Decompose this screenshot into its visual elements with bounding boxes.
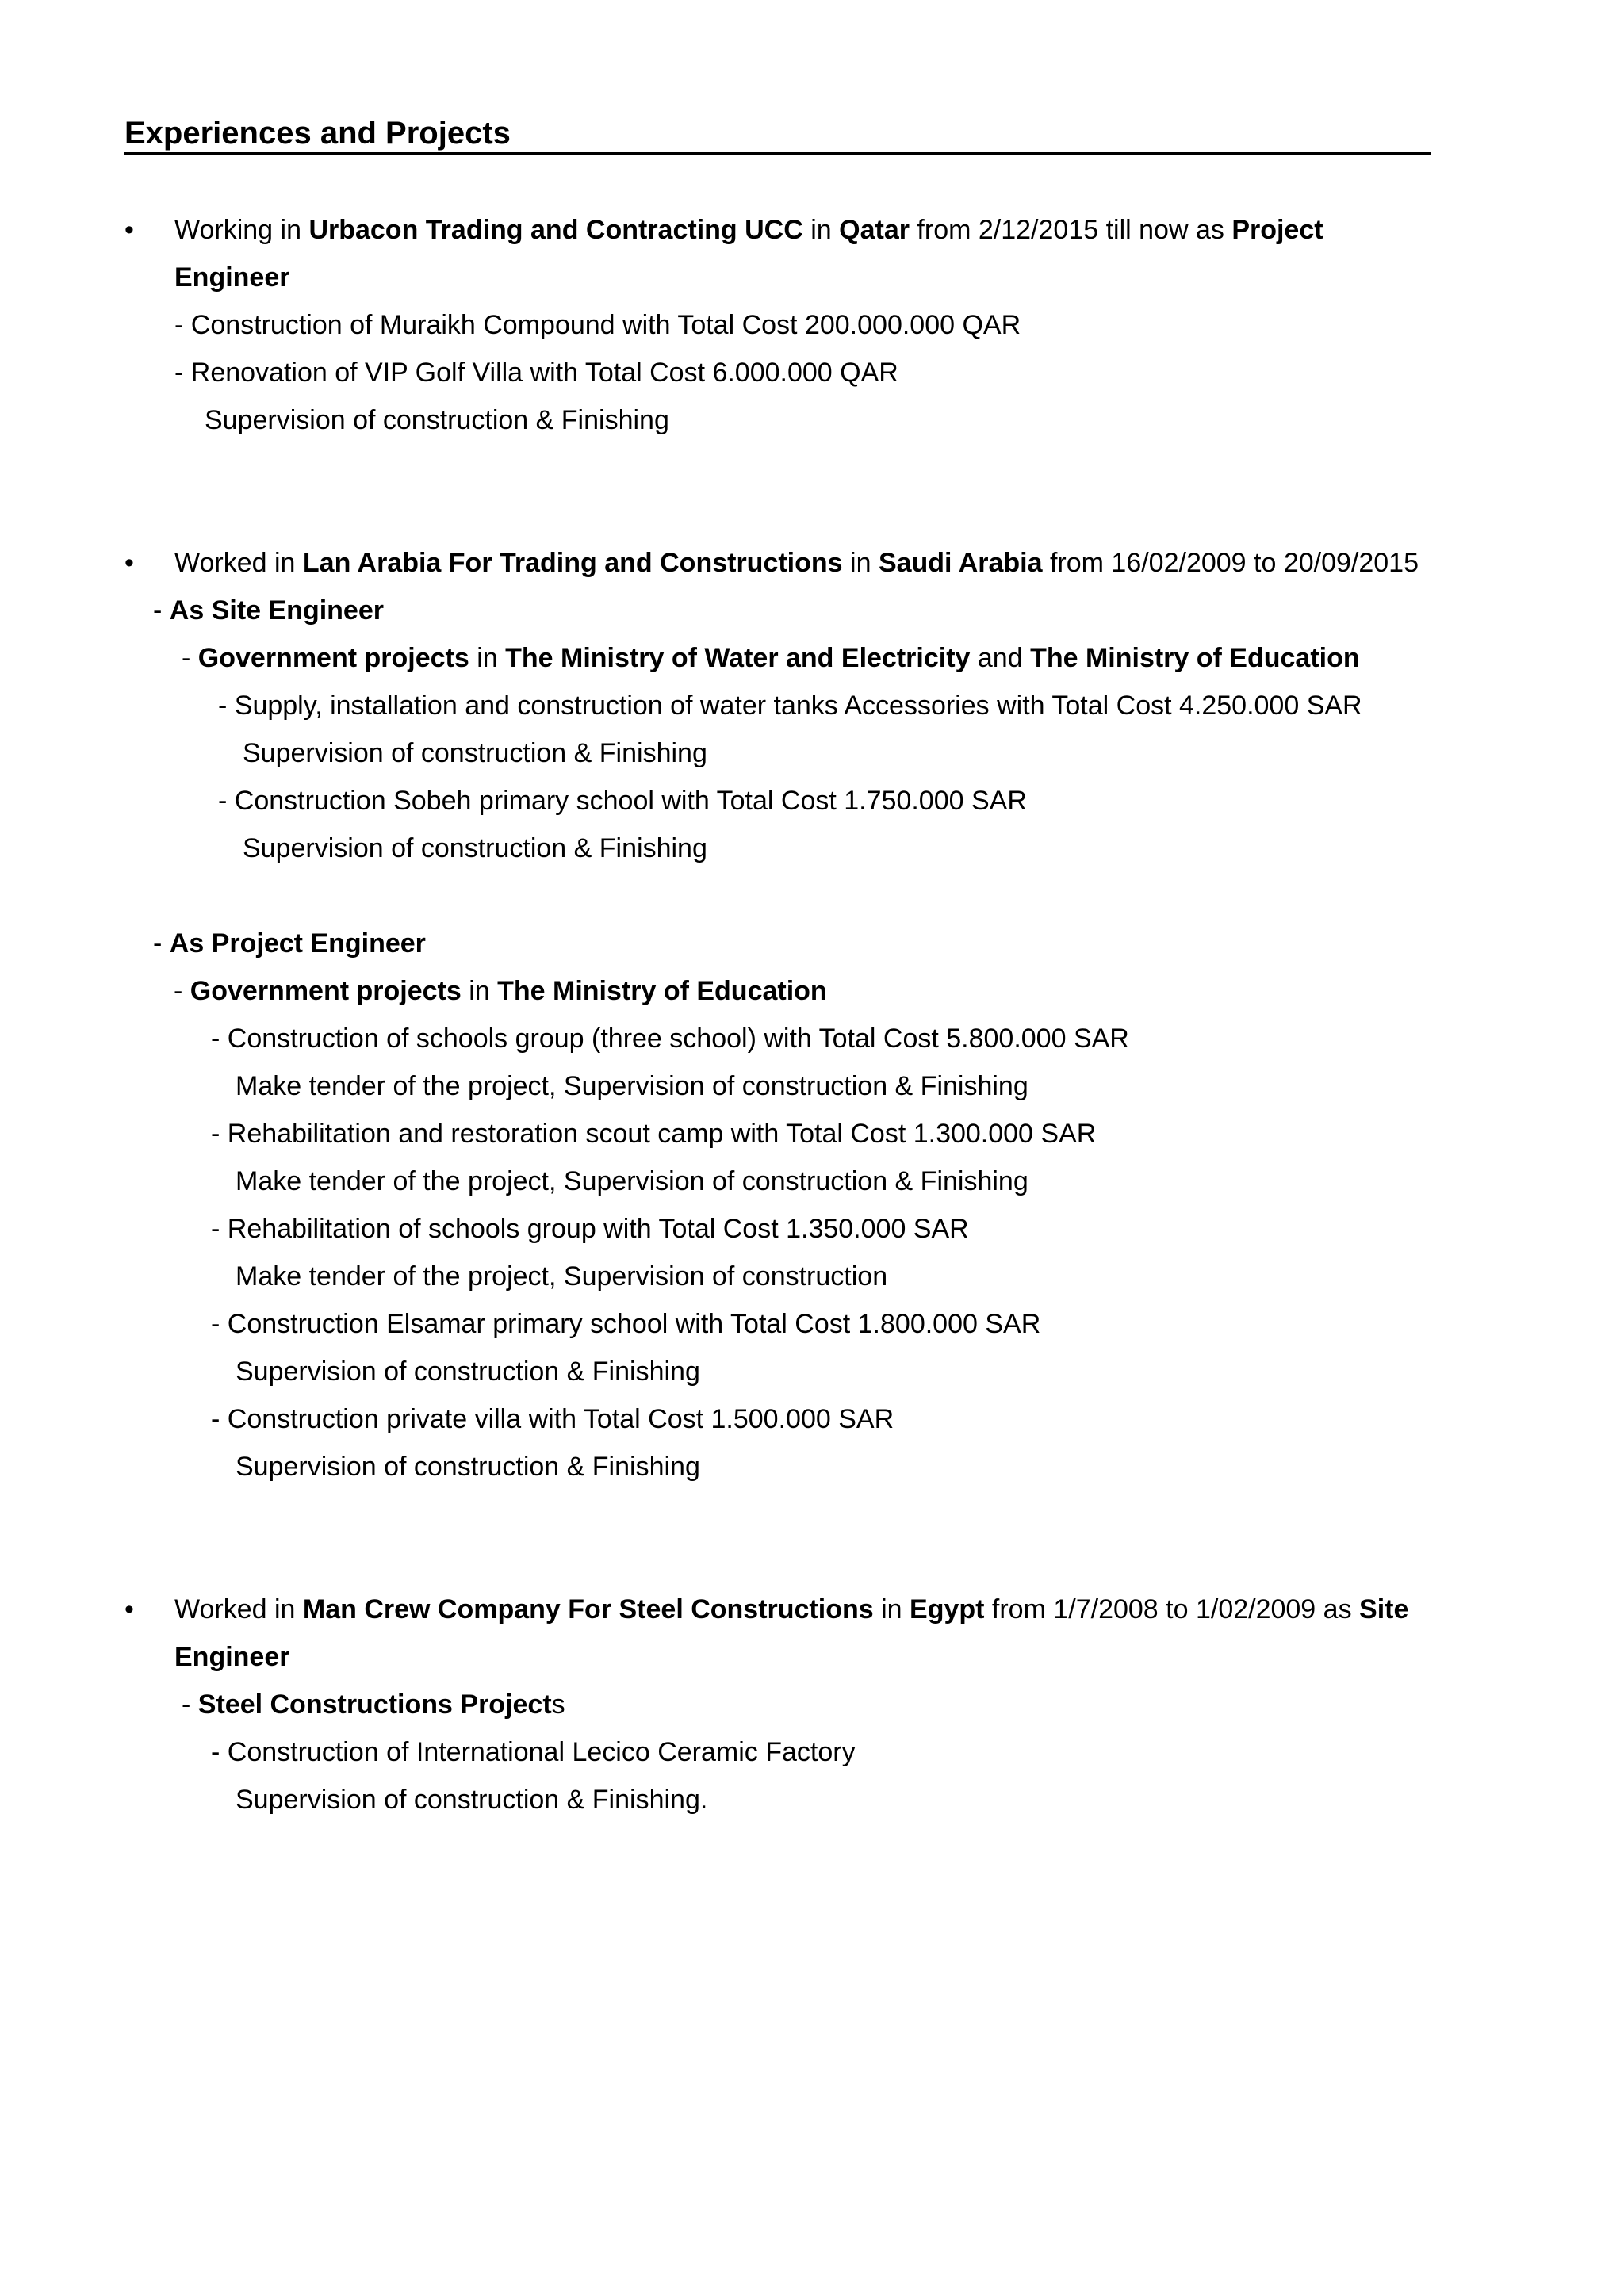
entry3-line2: Engineer [174,1642,290,1672]
entry2-r2-project-5-note: Supervision of construction & Finishing [236,1452,700,1482]
entry2-line1: Worked in Lan Arabia For Trading and Constructions in Saudi Arabia from 16/02/2009 to 20/09/2015 [174,548,1419,578]
entry2-gov-projects-2: - Government projects in The Ministry of Education [174,976,827,1006]
entry1-line1: Working in Urbacon Trading and Contracting UCC in Qatar from 2/12/2015 till now as Project [174,215,1323,245]
entry1-role: Project [1231,215,1323,245]
entry2-gov-projects-1: - Government projects in The Ministry of Water and Electricity and The Ministry of Education [182,643,1360,673]
entry3-company: Man Crew Company For Steel Constructions [302,1594,874,1624]
entry2-r2-project-2: - Rehabilitation and restoration scout camp with Total Cost 1.300.000 SAR [211,1119,1097,1149]
entry3-role: Site [1359,1594,1409,1624]
entry3-project-1: - Construction of International Lecico Ceramic Factory [211,1737,856,1767]
entry1-company: Urbacon Trading and Contracting UCC [308,215,803,245]
entry2-r2-project-3: - Rehabilitation of schools group with Total Cost 1.350.000 SAR [211,1214,969,1244]
entry2-r2-project-3-note: Make tender of the project, Supervision of construction [236,1261,888,1292]
entry2-role-project-engineer: - As Project Engineer [153,928,426,959]
entry3-country: Egypt [910,1594,985,1624]
entry2-r2-project-1-note: Make tender of the project, Supervision of construction & Finishing [236,1071,1028,1101]
entry1-country: Qatar [839,215,910,245]
entry1-project-2: - Renovation of VIP Golf Villa with Total Cost 6.000.000 QAR [174,358,898,388]
entry2-r2-project-4-note: Supervision of construction & Finishing [236,1357,700,1387]
entry2-r1-project-1: - Supply, installation and construction of water tanks Accessories with Total Cost 4.250.000 SAR [218,691,1362,721]
entry2-r2-project-2-note: Make tender of the project, Supervision of construction & Finishing [236,1166,1028,1196]
entry2-r2-project-1: - Construction of schools group (three school) with Total Cost 5.800.000 SAR [211,1024,1129,1054]
bullet-icon: • [124,215,134,245]
bullet-icon: • [124,1594,134,1624]
entry2-r1-project-2: - Construction Sobeh primary school with Total Cost 1.750.000 SAR [218,786,1027,816]
entry1-project-2-note: Supervision of construction & Finishing [205,405,669,435]
entry3-project-1-note: Supervision of construction & Finishing. [236,1785,708,1815]
entry2-r2-project-5: - Construction private villa with Total Cost 1.500.000 SAR [211,1404,894,1434]
entry2-role-site-engineer: - As Site Engineer [153,595,384,626]
entry2-r1-project-2-note: Supervision of construction & Finishing [243,833,707,863]
bullet-icon: • [124,548,134,578]
section-heading: Experiences and Projects [124,114,1431,155]
entry1-line2: Engineer [174,262,290,293]
entry3-steel-projects: - Steel Constructions Projects [182,1689,565,1720]
entry2-r2-project-4: - Construction Elsamar primary school with Total Cost 1.800.000 SAR [211,1309,1041,1339]
entry2-country: Saudi Arabia [878,548,1043,578]
entry1-project-1: - Construction of Muraikh Compound with Total Cost 200.000.000 QAR [174,310,1021,340]
entry2-company: Lan Arabia For Trading and Constructions [302,548,843,578]
entry3-line1: Worked in Man Crew Company For Steel Constructions in Egypt from 1/7/2008 to 1/02/2009 as Site [174,1594,1409,1624]
entry2-r1-project-1-note: Supervision of construction & Finishing [243,738,707,768]
